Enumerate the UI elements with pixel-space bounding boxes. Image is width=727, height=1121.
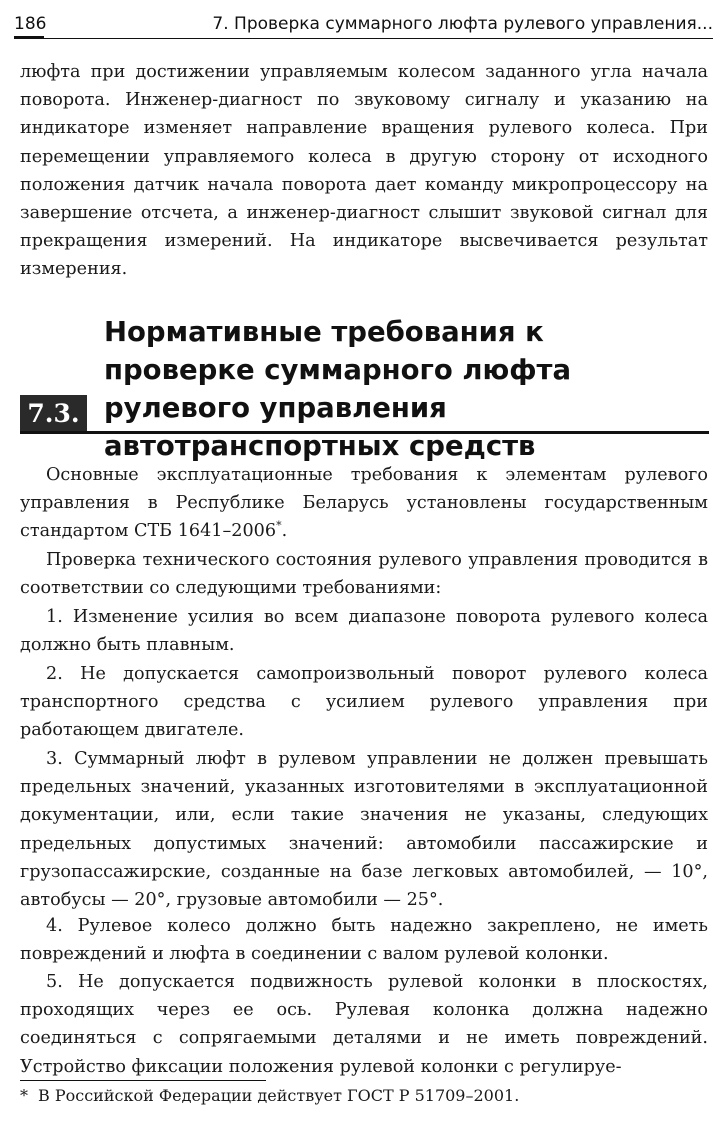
section-number-badge: 7.3. — [20, 395, 87, 431]
footnote — [20, 1084, 708, 1108]
requirement-item-4: 4. Рулевое колесо должно быть надежно закреплено, не иметь повреждений и люфта в соединении с валом рулевой колонки. — [20, 916, 708, 965]
header-rule — [14, 38, 713, 39]
paragraph-standard-text: Основные эксплуатационные требования к элементам рулевого управления в Республике Беларусь установлены государственным стандартом СТБ 1641–2006 — [20, 465, 708, 542]
paragraph-standard-end: . — [281, 521, 288, 542]
page-number: 186 — [14, 14, 47, 34]
running-title: 7. Проверка суммарного люфта рулевого управления... — [212, 14, 713, 34]
requirement-item-5: 5. Не допускается подвижность рулевой колонки в плоскостях, проходящих через ее ось. Рулевая колонка должна надежно соединяться с сопрягаемыми деталями и не иметь повреждений. Устройство фиксации положения рулевой колонки с регулируе- — [20, 972, 708, 1077]
footnote-marker: * — [20, 1086, 28, 1105]
requirement-item-1: 1. Изменение усилия во всем диапазоне поворота рулевого колеса должно быть плавным. — [20, 607, 708, 656]
requirement-item-3: 3. Суммарный люфт в рулевом управлении не должен превышать предельных значений, указанных изготовителями в эксплуатационной документации, или, если такие значения не указаны, следующих предельных допустимых значений: автомобили пассажирские и грузопассажирские, созданные на базе легковых автомобилей, — 10°, автобусы — 20°, грузовые автомобили — 25°. — [20, 749, 708, 911]
section-title: Нормативные требования к проверке суммарного люфта рулевого управления автотранспортных средств — [104, 316, 572, 462]
footnote-reference: * — [276, 519, 282, 533]
footnote-rule — [20, 1080, 266, 1081]
paragraph-requirements-intro: Проверка технического состояния рулевого управления проводится в соответствии со следующими требованиями: — [20, 550, 708, 599]
footnote-text: В Российской Федерации действует ГОСТ Р 51709–2001. — [38, 1086, 520, 1105]
running-header — [14, 6, 713, 36]
section-rule — [20, 431, 709, 434]
requirement-item-2: 2. Не допускается самопроизвольный поворот рулевого колеса транспортного средства с усилием рулевого управления при работающем двигателе. — [20, 664, 708, 741]
intro-paragraph: люфта при достижении управляемым колесом заданного угла начала поворота. Инженер-диагност по звуковому сигналу и указанию на индикаторе изменяет направление вращения рулевого колеса. При перемещении управляемого колеса в другую сторону от исходного положения датчик начала поворота дает команду микропроцессору на завершение отсчета, а инженер-диагност слышит звуковой сигнал для прекращения измерений. На индикаторе высвечивается результат измерения. — [20, 62, 708, 280]
paragraph-standard — [20, 461, 708, 546]
